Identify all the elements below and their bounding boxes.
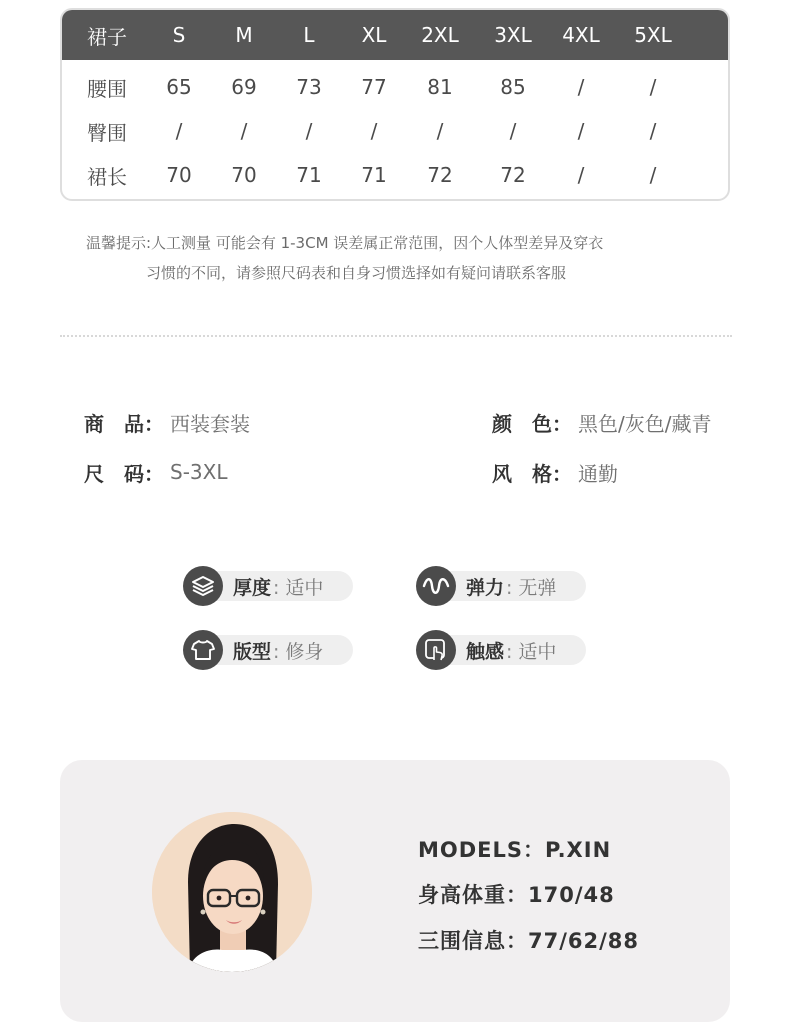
header-cell-category: 裙子 [87,24,127,49]
table-row [62,109,728,153]
model-name-value: P.XIN [545,838,612,862]
layers-icon [183,566,223,606]
info-colon: ： [144,411,164,436]
table-cell: 71 [296,163,322,187]
model-measurements-value: 77/62/88 [528,929,640,953]
info-key: 颜 色 [492,411,552,436]
pill-text [233,573,323,600]
model-name-line [418,834,611,864]
hand-touch-icon [416,630,456,670]
header-cell-l: L [303,23,315,47]
table-cell: / [175,119,183,143]
table-cell: 70 [231,163,257,187]
table-cell: / [240,119,248,143]
info-value: 通勤 [578,461,618,486]
pill-colon: : [506,640,513,663]
section-divider [60,335,732,337]
note-line-2: 习惯的不同，请参照尺码表和自身习惯选择如有疑问请联系客服 [146,264,567,282]
table-cell: / [577,119,585,143]
table-row [62,153,728,197]
tshirt-icon [183,630,223,670]
table-cell: 77 [361,75,387,99]
attribute-touch [416,631,586,669]
size-chart-table [60,8,730,201]
pill-colon: : [506,576,513,599]
table-cell: 65 [166,75,192,99]
info-value: 西装套装 [170,411,250,436]
attribute-elasticity [416,567,586,605]
info-key: 尺 码 [84,461,144,486]
pill-value: 无弹 [518,576,557,599]
info-colon: ： [552,461,572,486]
table-cell: / [436,119,444,143]
pill-text [233,637,323,664]
size-chart-body [62,60,728,197]
info-product-name [84,407,250,437]
wave-icon [416,566,456,606]
row-label-hip: 臀围 [87,120,127,145]
pill-key: 弹力 [466,576,505,599]
attribute-thickness [183,567,353,605]
pill-value: 适中 [285,576,324,599]
model-avatar [152,812,312,972]
pill-key: 触感 [466,640,505,663]
table-cell: / [370,119,378,143]
row-label-length: 裙长 [87,164,127,189]
measurement-note [60,228,730,288]
size-chart-header-row [62,10,728,60]
info-key: 风 格 [492,461,552,486]
model-height-weight-value: 170/48 [528,883,615,907]
model-measurements-label: 三围信息： [418,929,528,953]
row-label-waist: 腰围 [87,76,127,101]
info-value: 黑色/灰色/藏青 [578,411,712,436]
table-cell: / [649,119,657,143]
header-cell-4xl: 4XL [562,23,600,47]
header-cell-3xl: 3XL [494,23,532,47]
model-name-label: MODELS： [418,838,546,862]
table-cell: / [305,119,313,143]
header-cell-xl: XL [361,23,387,47]
model-height-weight-label: 身高体重： [418,883,528,907]
pill-text [466,637,556,664]
pill-value: 修身 [285,640,324,663]
table-cell: 70 [166,163,192,187]
header-cell-5xl: 5XL [634,23,672,47]
info-product-size [84,457,227,487]
note-line-1: 温馨提示:人工测量 可能会有 1-3CM 误差属正常范围，因个人体型差异及穿衣 [86,234,604,252]
pill-value: 适中 [518,640,557,663]
model-height-weight-line [418,879,615,909]
pill-key: 版型 [233,640,272,663]
pill-text [466,573,556,600]
table-row [62,65,728,109]
table-cell: 85 [500,75,526,99]
table-cell: 69 [231,75,257,99]
header-cell-s: S [172,23,186,47]
table-cell: 81 [427,75,453,99]
info-product-style [492,457,618,487]
table-cell: / [649,163,657,187]
info-colon: ： [144,461,164,486]
info-key: 商 品 [84,411,144,436]
model-measurements-line [418,925,639,955]
table-cell: / [649,75,657,99]
table-cell: / [577,75,585,99]
table-cell: 72 [500,163,526,187]
header-cell-2xl: 2XL [421,23,459,47]
attribute-fit [183,631,353,669]
table-cell: 72 [427,163,453,187]
pill-colon: : [273,576,280,599]
table-cell: 71 [361,163,387,187]
model-info-card [60,760,730,1022]
table-cell: / [509,119,517,143]
pill-colon: : [273,640,280,663]
info-colon: ： [552,411,572,436]
info-value: S-3XL [170,460,228,484]
pill-key: 厚度 [233,576,272,599]
table-cell: 73 [296,75,322,99]
info-product-color [492,407,711,437]
header-cell-m: M [235,23,253,47]
table-cell: / [577,163,585,187]
